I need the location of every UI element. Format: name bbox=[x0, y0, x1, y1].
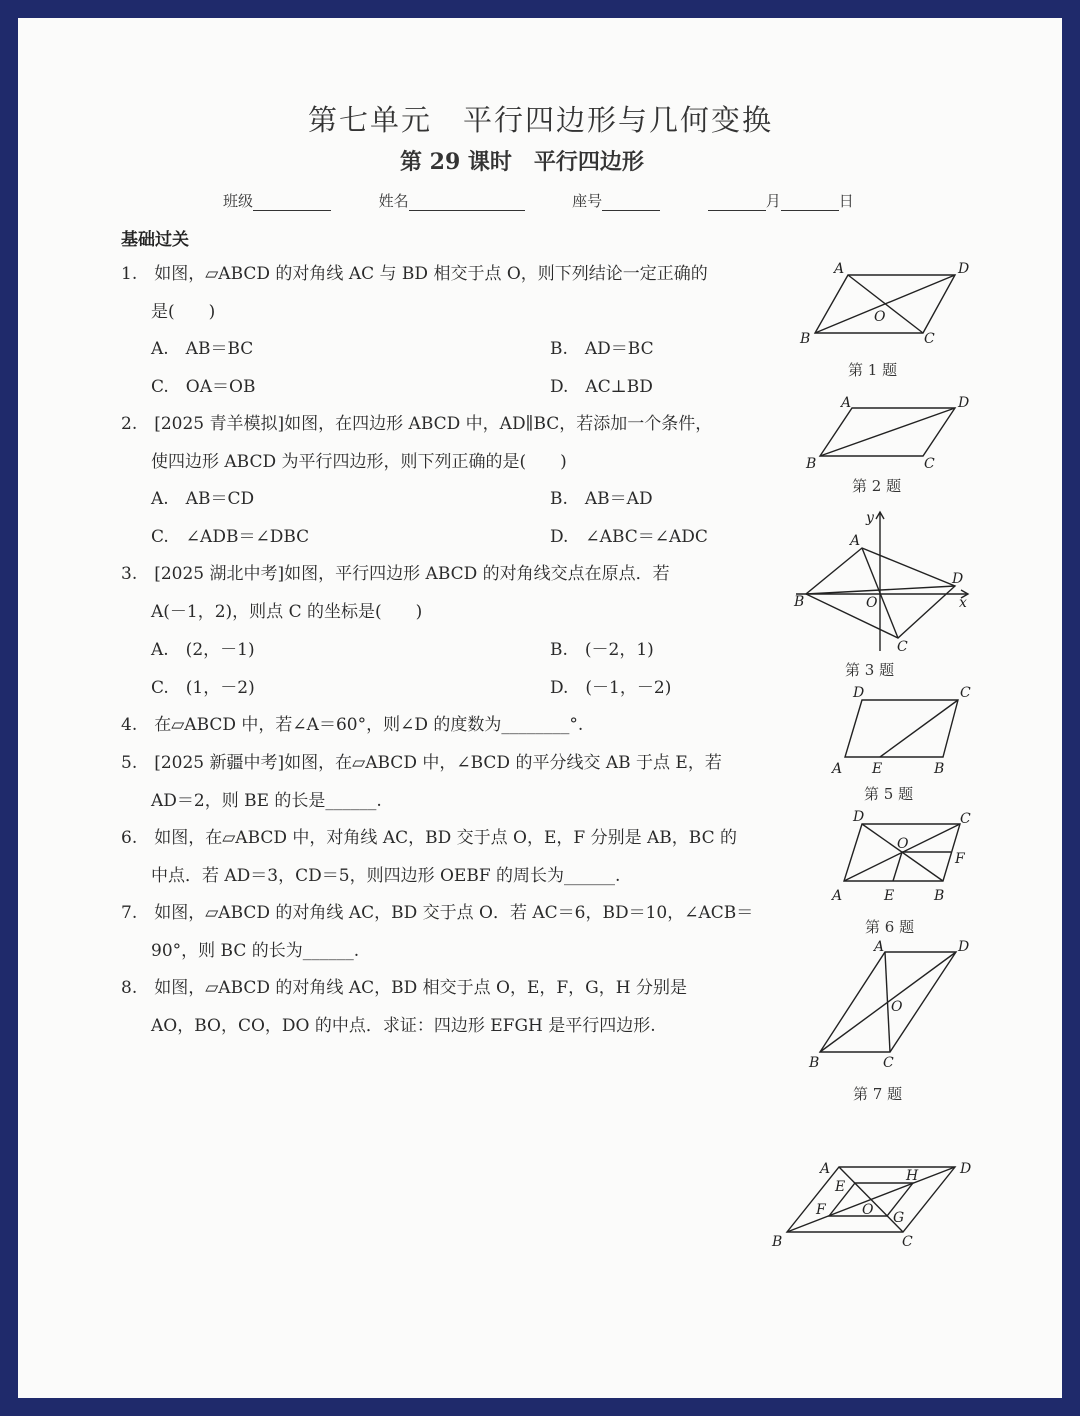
figure-3-caption: 第 3 题 bbox=[845, 661, 895, 679]
question-3-option-a: A. (2，－1) bbox=[151, 640, 255, 660]
question-6-line-1: 6. 如图，在▱ABCD 中，对角线 AC，BD 交于点 O，E，F 分别是 AB，BC 的 bbox=[121, 828, 737, 848]
month-label: 月 bbox=[765, 192, 781, 210]
fig6-label-d: D bbox=[853, 809, 865, 825]
fig7-label-o: O bbox=[891, 999, 903, 1015]
figure-1 bbox=[799, 261, 969, 347]
figure-5-caption: 第 5 题 bbox=[864, 785, 914, 803]
name-label: 姓名 bbox=[378, 192, 409, 210]
question-2-option-a: A. AB＝CD bbox=[151, 489, 255, 509]
fig8-label-a: A bbox=[820, 1161, 831, 1177]
worksheet-page bbox=[18, 18, 1062, 1398]
figure-2 bbox=[805, 395, 969, 472]
question-2-option-b: B. AB＝AD bbox=[550, 489, 653, 509]
fig7-label-a: A bbox=[874, 939, 885, 955]
question-8-line-2: AO，BO，CO，DO 的中点．求证：四边形 EFGH 是平行四边形. bbox=[151, 1016, 656, 1036]
fig8-label-g: G bbox=[893, 1210, 905, 1226]
fig6-label-e: E bbox=[884, 888, 895, 904]
question-6-line-2: 中点．若 AD＝3，CD＝5，则四边形 OEBF 的周长为______. bbox=[151, 866, 621, 886]
question-3-line-2: A(－1，2)，则点 C 的坐标是( ) bbox=[151, 602, 423, 622]
seat-label: 座号 bbox=[572, 192, 603, 210]
fig6-label-b: B bbox=[934, 888, 945, 904]
question-3-line-1: 3. [2025 湖北中考]如图，平行四边形 ABCD 的对角线交点在原点．若 bbox=[121, 564, 670, 584]
fig3-label-b: B bbox=[794, 594, 805, 610]
fig5-label-e: E bbox=[872, 761, 883, 777]
question-4-line-1: 4. 在▱ABCD 中，若∠A＝60°，则∠D 的度数为________°. bbox=[121, 715, 584, 735]
fig8-label-f: F bbox=[816, 1202, 826, 1218]
fig5-label-d: D bbox=[853, 685, 865, 701]
question-1-option-b: B. AD＝BC bbox=[550, 339, 654, 359]
fig8-label-d: D bbox=[960, 1161, 972, 1177]
fig3-label-y: y bbox=[866, 510, 874, 526]
question-2-option-d: D. ∠ABC＝∠ADC bbox=[550, 527, 708, 547]
question-2-line-1: 2. [2025 青羊模拟]如图，在四边形 ABCD 中，AD∥BC，若添加一个条件， bbox=[121, 414, 713, 434]
figures-layer bbox=[18, 18, 1062, 1398]
fig3-label-o: O bbox=[866, 595, 878, 611]
figure-6-caption: 第 6 题 bbox=[865, 918, 915, 936]
question-2-line-2: 使四边形 ABCD 为平行四边形，则下列正确的是( ) bbox=[151, 452, 567, 472]
fig1-label-o: O bbox=[874, 309, 886, 325]
fig7-label-c: C bbox=[883, 1055, 894, 1071]
fig8-label-c: C bbox=[902, 1234, 913, 1250]
question-2-option-c: C. ∠ADB＝∠DBC bbox=[151, 527, 310, 547]
fig7-label-d: D bbox=[958, 939, 970, 955]
question-3-option-c: C. (1，－2) bbox=[151, 678, 255, 698]
question-5-line-2: AD＝2，则 BE 的长是______. bbox=[151, 791, 382, 811]
figure-1-caption: 第 1 题 bbox=[848, 361, 898, 379]
fig3-label-c: C bbox=[897, 639, 908, 655]
unit-title: 第七单元 平行四边形与几何变换 bbox=[308, 103, 774, 137]
fig2-diagonal-bd bbox=[820, 408, 955, 456]
question-1-option-d: D. AC⊥BD bbox=[550, 377, 653, 397]
fig8-label-b: B bbox=[772, 1234, 783, 1250]
fig3-label-d: D bbox=[952, 571, 964, 587]
fig1-label-d: D bbox=[958, 261, 970, 277]
fig6-label-f: F bbox=[955, 851, 965, 867]
question-1-option-a: A. AB＝BC bbox=[151, 339, 254, 359]
question-1-line-2: 是( ) bbox=[151, 302, 216, 322]
figure-8 bbox=[771, 1161, 971, 1250]
question-7-line-1: 7. 如图，▱ABCD 的对角线 AC，BD 交于点 O．若 AC＝6，BD＝10，∠ACB＝ bbox=[121, 903, 754, 923]
fig5-label-b: B bbox=[934, 761, 945, 777]
fig8-label-h: H bbox=[906, 1168, 919, 1184]
figure-5 bbox=[830, 685, 971, 777]
class-label: 班级 bbox=[223, 192, 254, 210]
fig1-label-b: B bbox=[800, 331, 811, 347]
question-1-line-1: 1. 如图，▱ABCD 的对角线 AC 与 BD 相交于点 O，则下列结论一定正确的 bbox=[121, 264, 708, 284]
fig3-label-x: x bbox=[959, 595, 967, 611]
fig2-label-a: A bbox=[841, 395, 852, 411]
question-7-line-2: 90°，则 BC 的长为______. bbox=[151, 941, 360, 961]
figure-3 bbox=[793, 510, 968, 655]
fig1-label-a: A bbox=[834, 261, 845, 277]
question-8-line-1: 8. 如图，▱ABCD 的对角线 AC，BD 相交于点 O，E，F，G，H 分别是 bbox=[121, 978, 687, 998]
section-title: 基础过关 bbox=[121, 230, 189, 250]
fig5-bisector-ce bbox=[880, 700, 958, 757]
fig1-label-c: C bbox=[924, 331, 935, 347]
figure-6 bbox=[830, 809, 971, 904]
fig6-label-c: C bbox=[960, 811, 971, 827]
fig8-label-o: O bbox=[862, 1202, 874, 1218]
fig2-label-d: D bbox=[958, 395, 970, 411]
question-1-option-c: C. OA＝OB bbox=[151, 377, 256, 397]
fig3-label-a: A bbox=[850, 533, 861, 549]
fig6-label-a: A bbox=[832, 888, 843, 904]
fig5-label-c: C bbox=[960, 685, 971, 701]
fig8-label-e: E bbox=[835, 1179, 846, 1195]
question-5-line-1: 5. [2025 新疆中考]如图，在▱ABCD 中，∠BCD 的平分线交 AB 于点 E，若 bbox=[121, 753, 722, 773]
question-3-option-b: B. (－2，1) bbox=[550, 640, 654, 660]
question-3-option-d: D. (－1，－2) bbox=[550, 678, 672, 698]
fig7-label-b: B bbox=[809, 1055, 820, 1071]
fig5-parallelogram bbox=[845, 700, 958, 757]
figure-2-caption: 第 2 题 bbox=[852, 477, 902, 495]
figure-7 bbox=[808, 939, 969, 1071]
day-label: 日 bbox=[838, 192, 854, 210]
figure-7-caption: 第 7 题 bbox=[853, 1085, 903, 1103]
fig5-label-a: A bbox=[832, 761, 843, 777]
fig7-diagonal-bd bbox=[820, 952, 956, 1052]
fig6-label-o: O bbox=[897, 836, 909, 852]
fig2-label-c: C bbox=[924, 456, 935, 472]
lesson-title: 第 29 课时 平行四边形 bbox=[400, 149, 644, 175]
fig2-label-b: B bbox=[806, 456, 817, 472]
